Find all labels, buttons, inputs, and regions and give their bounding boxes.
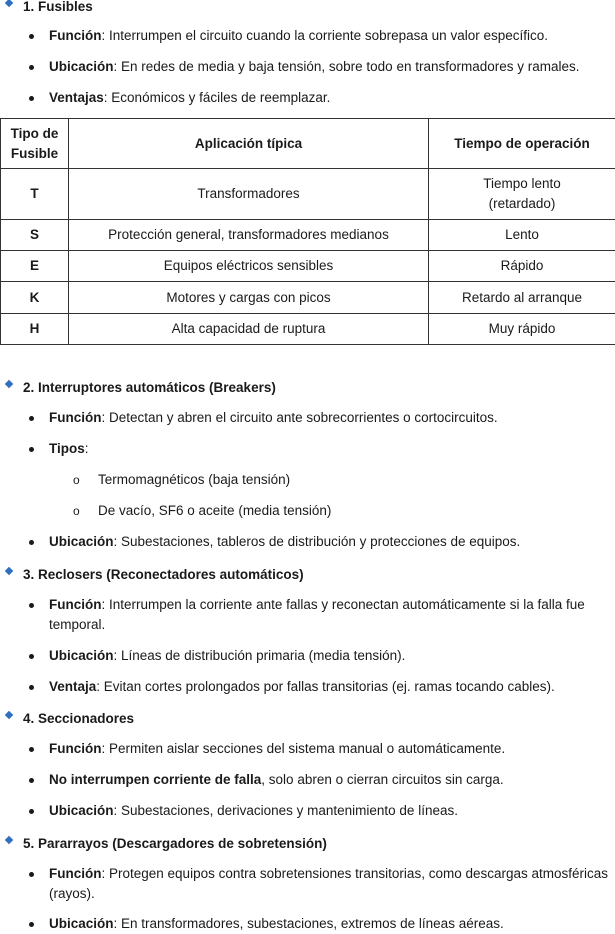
bullet-icon	[29, 654, 34, 659]
item-label: Ubicación	[49, 534, 114, 549]
table-row	[1, 169, 615, 220]
section-title: 2. Interruptores automáticos (Breakers)	[23, 380, 276, 395]
sub-item-text: Termomagnéticos (baja tensión)	[98, 470, 290, 490]
item-label: Función	[49, 28, 102, 43]
table-row	[1, 314, 615, 345]
item-label: Ventaja	[49, 679, 96, 694]
sub-item-text: De vacío, SF6 o aceite (media tensión)	[98, 501, 331, 521]
section-heading-seccionadores	[0, 709, 134, 727]
item-text: : Subestaciones, tableros de distribución y protecciones de equipos.	[114, 534, 521, 549]
item-label: Tipos	[49, 441, 85, 456]
item-label: Función	[49, 597, 102, 612]
item-text: : Interrumpen el circuito cuando la corriente sobrepasa un valor específico.	[102, 28, 549, 43]
item-label: Función	[49, 741, 102, 756]
table-cell-application: Protección general, transformadores medianos	[69, 220, 429, 251]
item-text: : Interrumpen la corriente ante fallas y reconectan automáticamente si la falla fue temporal.	[49, 597, 585, 632]
item-text: : Económicos y fáciles de reemplazar.	[104, 90, 331, 105]
bullet-icon	[29, 65, 34, 70]
table-cell-code: S	[1, 220, 69, 251]
fuse-types-table	[0, 118, 615, 345]
item-text: : Protegen equipos contra sobretensiones transitorias, como descargas atmosféricas (rayos).	[49, 866, 608, 901]
item-text: : Líneas de distribución primaria (media tensión).	[114, 648, 406, 663]
table-cell-time: Muy rápido	[429, 314, 615, 345]
item-text: , solo abren o cierran circuitos sin carga.	[261, 772, 503, 787]
item-text: : Permiten aislar secciones del sistema manual o automáticamente.	[102, 741, 506, 756]
item-text: : Detectan y abren el circuito ante sobrecorrientes o cortocircuitos.	[102, 410, 498, 425]
item-label: Función	[49, 866, 102, 881]
bullet-icon	[29, 809, 34, 814]
table-cell-code: H	[1, 314, 69, 345]
item-text: :	[85, 441, 89, 456]
item-label: Ubicación	[49, 648, 114, 663]
bullet-icon	[29, 872, 34, 877]
table-row	[1, 251, 615, 282]
table-row	[1, 282, 615, 314]
table-cell-application: Motores y cargas con picos	[69, 282, 429, 314]
section-title: 4. Seccionadores	[23, 711, 134, 726]
item-label: Ubicación	[49, 59, 114, 74]
table-cell-code: T	[1, 169, 69, 220]
diamond-bullet-icon	[5, 380, 13, 388]
circle-bullet-icon: o	[73, 501, 80, 521]
circle-bullet-icon: o	[73, 470, 80, 490]
bullet-icon	[29, 603, 34, 608]
table-cell-application: Transformadores	[69, 169, 429, 220]
section-heading-breakers	[0, 378, 276, 396]
diamond-bullet-icon	[5, 567, 13, 575]
section-heading-pararrayos	[0, 834, 327, 852]
item-text: : En redes de media y baja tensión, sobre todo en transformadores y ramales.	[114, 59, 580, 74]
table-row	[1, 220, 615, 251]
diamond-bullet-icon	[5, 836, 13, 844]
table-header-row	[1, 119, 615, 169]
table-cell-application: Alta capacidad de ruptura	[69, 314, 429, 345]
section-title: 1. Fusibles	[23, 0, 93, 14]
table-cell-application: Equipos eléctricos sensibles	[69, 251, 429, 282]
bullet-icon	[29, 96, 34, 101]
item-label: No interrumpen corriente de falla	[49, 772, 261, 787]
diamond-bullet-icon	[5, 711, 13, 719]
bullet-icon	[29, 778, 34, 783]
bullet-icon	[29, 447, 34, 452]
table-cell-time-text: Tiempo lento (retardado)	[472, 174, 572, 214]
section-title: 5. Pararrayos (Descargadores de sobretensión)	[23, 836, 327, 851]
bullet-icon	[29, 416, 34, 421]
bullet-icon	[29, 34, 34, 39]
table-cell-code: K	[1, 282, 69, 314]
table-cell-time	[429, 169, 615, 220]
table-cell-time: Lento	[429, 220, 615, 251]
bullet-icon	[29, 747, 34, 752]
item-text: : Evitan cortes prolongados por fallas transitorias (ej. ramas tocando cables).	[96, 679, 554, 694]
table-cell-time: Retardo al arranque	[429, 282, 615, 314]
table-cell-code: E	[1, 251, 69, 282]
table-header-cell: Tipo de Fusible	[1, 119, 69, 169]
table-cell-time: Rápido	[429, 251, 615, 282]
bullet-icon	[29, 685, 34, 690]
item-label: Función	[49, 410, 102, 425]
item-text: : En transformadores, subestaciones, extremos de líneas aéreas.	[114, 916, 504, 931]
item-label: Ubicación	[49, 803, 114, 818]
bullet-icon	[29, 922, 34, 927]
table-header-cell: Aplicación típica	[69, 119, 429, 169]
item-label: Ubicación	[49, 916, 114, 931]
bullet-icon	[29, 540, 34, 545]
section-heading-fusibles	[0, 0, 93, 15]
table-header-cell: Tiempo de operación	[429, 119, 615, 169]
diamond-bullet-icon	[5, 0, 13, 7]
item-label: Ventajas	[49, 90, 104, 105]
section-heading-reclosers	[0, 565, 304, 583]
section-title: 3. Reclosers (Reconectadores automáticos)	[23, 567, 304, 582]
item-text: : Subestaciones, derivaciones y mantenimiento de líneas.	[114, 803, 458, 818]
